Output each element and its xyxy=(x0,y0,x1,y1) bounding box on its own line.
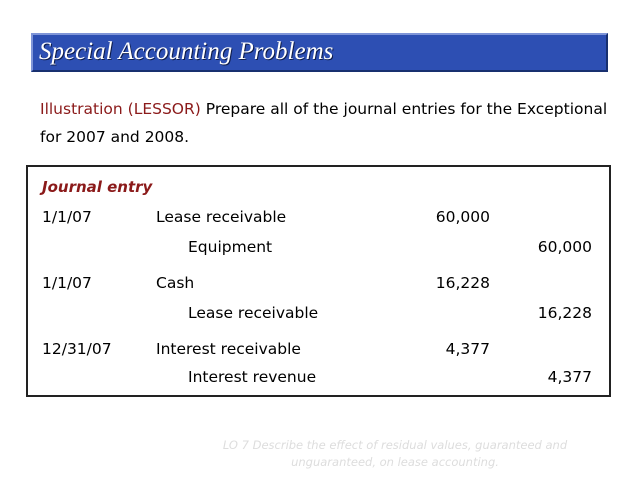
credit-account: Equipment xyxy=(188,238,273,256)
title-banner xyxy=(31,33,608,72)
slide-title: Special Accounting Problems xyxy=(39,38,334,65)
credit-amount: 4,377 xyxy=(547,368,592,386)
journal-entry-box xyxy=(26,165,611,397)
debit-amount: 16,228 xyxy=(435,274,490,292)
credit-account: Lease receivable xyxy=(188,304,319,322)
footer-line: unguaranteed, on lease accounting. xyxy=(291,455,499,469)
footer-line: LO 7 Describe the effect of residual values, guaranteed and xyxy=(222,438,568,452)
debit-account: Cash xyxy=(156,274,195,292)
debit-account: Interest receivable xyxy=(156,340,301,358)
journal-title: Journal entry xyxy=(42,178,153,196)
intro-paragraph xyxy=(40,95,610,151)
entry-date: 1/1/07 xyxy=(42,208,92,226)
credit-amount: 16,228 xyxy=(537,304,592,322)
intro-text: Prepare all of the journal entries for the Exceptional for 2007 and 2008. xyxy=(40,100,608,146)
credit-account: Interest revenue xyxy=(188,368,317,386)
debit-amount: 4,377 xyxy=(445,340,490,358)
learning-objective-footer xyxy=(160,437,630,471)
entry-date: 12/31/07 xyxy=(42,340,112,358)
debit-account: Lease receivable xyxy=(156,208,287,226)
credit-amount: 60,000 xyxy=(537,238,592,256)
illustration-label: Illustration (LESSOR) xyxy=(40,100,201,118)
debit-amount: 60,000 xyxy=(435,208,490,226)
entry-date: 1/1/07 xyxy=(42,274,92,292)
